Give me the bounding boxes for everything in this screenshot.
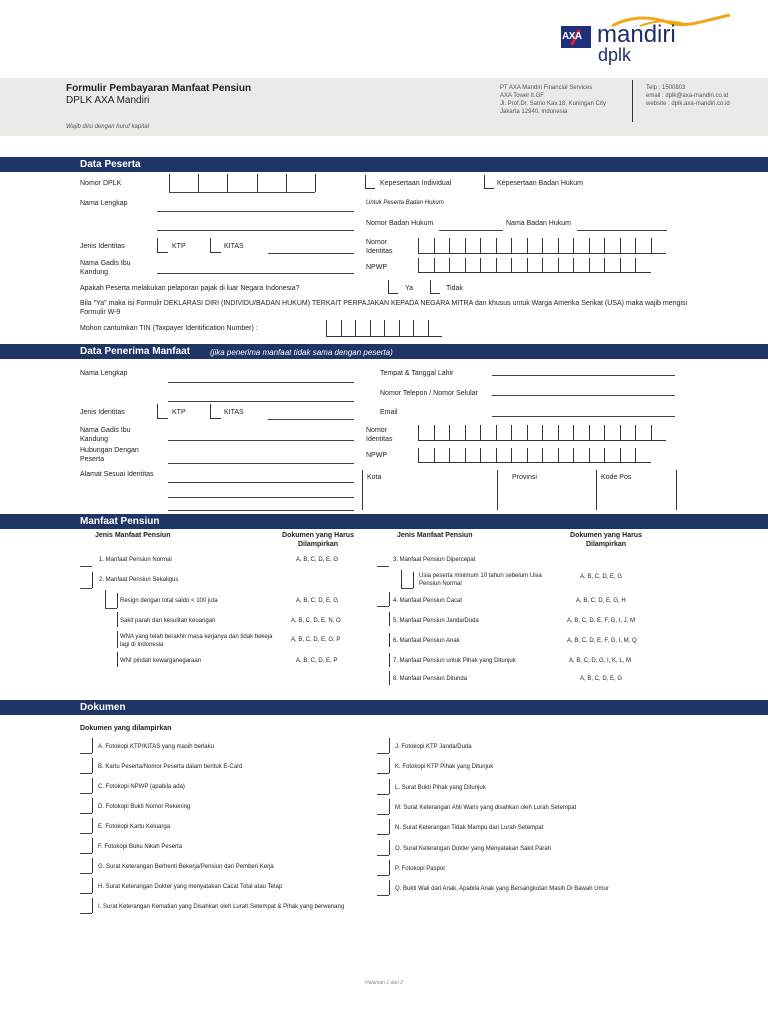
penerima-npwp-digit-box[interactable] — [573, 448, 589, 463]
manfaat-left-dok: A, B, C, D, E, G — [296, 598, 339, 604]
penerima-identitas-digit-box[interactable] — [558, 425, 574, 441]
dokumen-subtitle: Dokumen yang dilampirkan — [80, 725, 172, 732]
tin-digit-box[interactable] — [355, 320, 370, 337]
checkbox-ya[interactable] — [388, 280, 398, 294]
npwp-digit-box[interactable] — [449, 258, 465, 273]
penerima-identitas-digit-box[interactable] — [651, 425, 667, 441]
penerima-identitas-digit-box[interactable] — [511, 425, 527, 441]
identitas-digit-box[interactable] — [449, 238, 465, 254]
penerima-identitas-digit-box[interactable] — [465, 425, 481, 441]
penerima-npwp-digit-box[interactable] — [434, 448, 450, 463]
npwp-digit-box[interactable] — [620, 258, 636, 273]
company-line-3: Jl. Prof.Dr. Satrio Kav.18, Kuningan City — [500, 101, 606, 107]
dokumen-item: E. Fotokopi Kartu Keluarga — [98, 824, 171, 830]
identitas-digit-box[interactable] — [573, 238, 589, 254]
ttl-field[interactable] — [492, 375, 675, 376]
section-manfaat-pensiun — [0, 514, 768, 529]
checkbox-manfaat-3a[interactable] — [401, 588, 413, 589]
manfaat-right-label: 8. Manfaat Pensiun Ditunda — [393, 676, 468, 682]
label-penerima-kitas: KITAS — [224, 409, 244, 416]
hubungan-field[interactable] — [168, 463, 354, 464]
dokumen-checkbox[interactable] — [377, 773, 389, 774]
dokumen-checkbox[interactable] — [80, 853, 92, 854]
manfaat-left-label: 1. Manfaat Pensiun Normal — [99, 557, 172, 563]
col-dok-right: Dokumen yang Harus Dilampirkan — [570, 532, 642, 548]
email-field[interactable] — [492, 416, 675, 417]
checkbox-manfaat-1[interactable] — [80, 566, 92, 567]
contact-website: website : dplk.axa-mandiri.co.id — [646, 101, 730, 107]
dokumen-item: Q. Bukti Wali dari Anak, Apabila Anak yang Bersangkutan Masih Di Bawah Umur — [395, 886, 609, 893]
label-penerima-ktp: KTP — [172, 409, 186, 416]
label-telepon: Nomor Telepon / Nomor Selular — [380, 390, 478, 397]
penerima-identitas-digit-box[interactable] — [604, 425, 620, 441]
section-title: Manfaat Pensiun — [80, 516, 160, 527]
tin-digit-box[interactable] — [413, 320, 428, 337]
dokumen-item: O. Surat Keterangan Dokter yang Menyatakan Sakit Parah — [395, 845, 552, 852]
label-alamat: Alamat Sesuai Identitas — [80, 471, 154, 478]
npwp-digit-box[interactable] — [573, 258, 589, 273]
penerima-identitas-digit-box[interactable] — [527, 425, 543, 441]
penerima-nama-gadis-field[interactable] — [168, 440, 354, 441]
manfaat-left-dok: A, B, C, D, E, P — [296, 658, 338, 664]
npwp-digit-box[interactable] — [434, 258, 450, 273]
dokumen-item: H. Surat Keterangan Dokter yang menyatakan Cacat Total atau Tetap — [98, 884, 283, 890]
dokumen-item: K. Fotokopi KTP Pihak yang Ditunjuk — [395, 764, 494, 771]
dokumen-item: N. Surat Keterangan Tidak Mampu dari Lurah Setempat — [395, 825, 544, 832]
checkbox-manfaat-2[interactable] — [80, 588, 92, 589]
label-penerima-nama: Nama Lengkap — [80, 370, 128, 377]
nomor-badan-field[interactable] — [439, 230, 503, 231]
dokumen-checkbox[interactable] — [80, 773, 92, 774]
label-kepesertaan-badan: Kepesertaan Badan Hukum — [497, 180, 583, 187]
label-untuk-badan: Untuk Peserta Badan Hukum — [366, 200, 444, 206]
identitas-digit-box[interactable] — [496, 238, 512, 254]
dokumen-checkbox[interactable] — [80, 813, 92, 814]
npwp-digit-box[interactable] — [589, 258, 605, 273]
label-nama-gadis: Nama Gadis Ibu Kandung — [80, 260, 131, 276]
manfaat-right-label: 3. Manfaat Pensiun Dipercepat — [393, 557, 476, 563]
manfaat-left-label: Sakit parah dan kesulitan keuangan — [120, 618, 216, 624]
col-dok-left: Dokumen yang Harus Dilampirkan — [282, 532, 354, 548]
alamat-field-2[interactable] — [168, 497, 354, 498]
penerima-npwp-digit-box[interactable] — [511, 448, 527, 463]
manfaat-right-dok: A, B, C, D, E, G — [580, 676, 623, 682]
dokumen-item: M. Surat Keterangan Ahli Waris yang disahkan oleh Lurah Setempat — [395, 804, 577, 811]
dokumen-item: J. Fotokopi KTP Janda/Duda — [395, 744, 472, 750]
checkbox-penerima-ktp[interactable] — [157, 404, 168, 419]
dokumen-checkbox[interactable] — [80, 793, 92, 794]
capital-note: Wajib diisi dengan huruf kapital — [66, 124, 149, 130]
penerima-npwp-digit-box[interactable] — [449, 448, 465, 463]
label-penerima-nomor-identitas: Nomor Identitas — [366, 427, 393, 443]
dokumen-item: G. Surat Keterangan Berhenti Bekerja/Pensiun dari Pemberi Kerja — [98, 864, 274, 870]
label-penerima-nama-gadis: Nama Gadis Ibu Kandung — [80, 427, 131, 443]
nomor-dplk-field[interactable] — [169, 192, 315, 193]
col-jenis-left: Jenis Manfaat Pensiun — [95, 532, 171, 539]
identitas-digit-box[interactable] — [604, 238, 620, 254]
checkbox-kepesertaan-individual[interactable] — [365, 175, 375, 189]
label-hubungan: Hubungan Dengan Peserta — [80, 447, 139, 463]
identitas-digit-box[interactable] — [511, 238, 527, 254]
npwp-digit-box[interactable] — [511, 258, 527, 273]
penerima-npwp-digit-box[interactable] — [604, 448, 620, 463]
identitas-digit-box[interactable] — [635, 238, 651, 254]
dokumen-checkbox[interactable] — [377, 794, 389, 795]
dokumen-checkbox[interactable] — [80, 753, 92, 754]
dokumen-item: L. Surat Bukti Pihak yang Ditunjuk — [395, 784, 486, 791]
tin-digit-box[interactable] — [341, 320, 356, 337]
checkbox-manfaat-2a[interactable] — [105, 608, 117, 609]
penerima-identitas-digit-box[interactable] — [418, 425, 434, 441]
dokumen-item: F. Fotokopi Buku Nikah Peserta — [98, 844, 183, 850]
page-subtitle: DPLK AXA Mandiri — [66, 95, 150, 106]
penerima-identitas-digit-box[interactable] — [589, 425, 605, 441]
identitas-digit-box[interactable] — [527, 238, 543, 254]
dokumen-checkbox[interactable] — [377, 814, 389, 815]
tin-digit-box[interactable] — [326, 320, 341, 337]
penerima-npwp-digit-box[interactable] — [465, 448, 481, 463]
penerima-npwp-digit-box[interactable] — [558, 448, 574, 463]
manfaat-right-dok: A, B, C, D, E, G — [580, 574, 623, 580]
manfaat-right-dok: A, B, C, D, G, I, K, L, M — [569, 658, 632, 664]
penerima-kitas-field[interactable] — [268, 419, 354, 420]
section-dokumen — [0, 700, 768, 715]
label-tidak: Tidak — [446, 285, 463, 292]
section-data-peserta — [0, 157, 768, 172]
dokumen-item: B. Kartu Peserta/Nomor Peserta dalam bentuk E-Card — [98, 764, 243, 770]
penerima-identitas-digit-box[interactable] — [542, 425, 558, 441]
label-kepesertaan-individual: Kepesertaan Individual — [380, 180, 452, 187]
checkbox-ktp[interactable] — [157, 238, 168, 253]
dokumen-checkbox[interactable] — [377, 753, 389, 754]
penerima-npwp-digit-box[interactable] — [589, 448, 605, 463]
label-tin: Mohon cantumkan TIN (Taxpayer Identification Number) : — [80, 325, 258, 332]
penerima-npwp-digit-box[interactable] — [480, 448, 496, 463]
identitas-digit-box[interactable] — [434, 238, 450, 254]
identitas-digit-box[interactable] — [620, 238, 636, 254]
dokumen-item: I. Surat Keterangan Kematian yang Disahkan oleh Lurah Setempat & Pihak yang berwenang — [98, 904, 345, 910]
kitas-field[interactable] — [268, 253, 354, 254]
label-ya: Ya — [405, 285, 414, 292]
manfaat-right-label: 5. Manfaat Pensiun Janda/Duda — [393, 618, 479, 624]
identitas-digit-box[interactable] — [651, 238, 667, 254]
page-footer: Halaman 1 dari 2 — [364, 980, 404, 986]
manfaat-right-label: 4. Manfaat Pensiun Cacat — [393, 598, 463, 604]
dokumen-checkbox[interactable] — [377, 895, 389, 896]
penerima-identitas-digit-box[interactable] — [480, 425, 496, 441]
nama-lengkap-field-2[interactable] — [157, 230, 354, 231]
penerima-identitas-digit-box[interactable] — [434, 425, 450, 441]
nama-gadis-field[interactable] — [157, 273, 354, 274]
contact-telp: Telp : 1500803 — [646, 85, 686, 91]
checkbox-tidak[interactable] — [430, 280, 440, 294]
npwp-digit-box[interactable] — [480, 258, 496, 273]
tin-digit-box[interactable] — [370, 320, 385, 337]
identitas-digit-box[interactable] — [480, 238, 496, 254]
label-nomor-badan: Nomor Badan Hukum — [366, 220, 434, 227]
company-line-2: AXA Tower lt.GF — [500, 93, 544, 99]
label-pajak-question: Apakah Peserta melakukan pelaporan pajak di luar Negara Indonesia? — [80, 285, 300, 292]
dokumen-item: A. Fotokopi KTP/KITAS yang masih berlaku — [98, 744, 214, 750]
penerima-npwp-digit-box[interactable] — [496, 448, 512, 463]
checkbox-penerima-kitas[interactable] — [210, 404, 221, 419]
nama-badan-field[interactable] — [577, 230, 667, 231]
penerima-identitas-digit-box[interactable] — [496, 425, 512, 441]
npwp-digit-box[interactable] — [527, 258, 543, 273]
dokumen-item: P. Fotokopi Paspor — [395, 865, 446, 872]
label-nama-badan: Nama Badan Hukum — [506, 220, 571, 227]
manfaat-left-dok: A, B, C, D, E, N, O — [291, 618, 341, 624]
label-penerima-npwp: NPWP — [366, 452, 387, 459]
identitas-digit-box[interactable] — [542, 238, 558, 254]
npwp-digit-box[interactable] — [604, 258, 620, 273]
identitas-digit-box[interactable] — [418, 238, 434, 254]
dokumen-item: C. Fotokopi NPWP (apabila ada) — [98, 784, 185, 790]
page-title: Formulir Pembayaran Manfaat Pensiun — [66, 83, 252, 94]
manfaat-right-label: 6. Manfaat Pensiun Anak — [393, 638, 460, 644]
manfaat-left-label: WNA yang telah berakhir masa kerjanya dan tidak bekeja lagi di Indonesia — [120, 634, 273, 648]
identitas-digit-box[interactable] — [589, 238, 605, 254]
penerima-nama-field-2[interactable] — [168, 401, 354, 402]
manfaat-right-label: 7. Manfaat Pensiun untuk Pihak yang Ditunjuk — [393, 658, 516, 664]
label-ktp: KTP — [172, 243, 186, 250]
contact-email: email : dplk@axa-mandiri.co.id — [646, 93, 729, 99]
label-email: Email — [380, 409, 398, 416]
checkbox-manfaat-4[interactable] — [377, 606, 389, 607]
manfaat-right-dok: A, B, C, D, E, G, H — [576, 598, 626, 604]
section-data-penerima — [0, 344, 768, 359]
manfaat-right-label: Usia peserta minimum 10 tahun sebelum Usia Pensiun Normal — [419, 573, 542, 587]
alamat-field-3[interactable] — [168, 510, 354, 511]
label-penerima-jenis-identitas: Jenis Identitas — [80, 409, 125, 416]
identitas-digit-box[interactable] — [465, 238, 481, 254]
section-title: Data Peserta — [80, 159, 141, 170]
dokumen-checkbox[interactable] — [80, 893, 92, 894]
tin-digit-box[interactable] — [428, 320, 443, 337]
label-nomor-identitas: Nomor Identitas — [366, 239, 393, 255]
dokumen-item: D. Fotokopi Bukti Nomor Rekening — [98, 804, 191, 810]
manfaat-left-label: WNI pindah kewarganegaraan — [120, 658, 202, 664]
brand-sub: dplk — [598, 45, 632, 65]
dokumen-checkbox[interactable] — [80, 833, 92, 834]
penerima-identitas-digit-box[interactable] — [449, 425, 465, 441]
axa-logo: AXA — [561, 26, 591, 48]
dokumen-checkbox[interactable] — [377, 875, 389, 876]
penerima-identitas-digit-box[interactable] — [573, 425, 589, 441]
penerima-npwp-digit-box[interactable] — [527, 448, 543, 463]
penerima-identitas-digit-box[interactable] — [620, 425, 636, 441]
manfaat-left-label: 2. Manfaat Pensiun Sekaligus — [99, 577, 179, 583]
label-kitas: KITAS — [224, 243, 244, 250]
penerima-npwp-digit-box[interactable] — [418, 448, 434, 463]
npwp-digit-box[interactable] — [418, 258, 434, 273]
penerima-identitas-digit-box[interactable] — [635, 425, 651, 441]
npwp-digit-box[interactable] — [496, 258, 512, 273]
section-title: Data Penerima Manfaat — [80, 346, 191, 357]
label-ttl: Tempat & Tanggal Lahir — [380, 370, 454, 377]
manfaat-right-dok: A, B, C, D, E, F, G, I, M, Q — [567, 638, 637, 644]
checkbox-kitas[interactable] — [210, 238, 221, 253]
label-provinsi: Provinsi — [512, 474, 537, 481]
label-nama-lengkap: Nama Lengkap — [80, 200, 128, 207]
alamat-field-1[interactable] — [168, 482, 354, 483]
label-jenis-identitas: Jenis Identitas — [80, 243, 125, 250]
dokumen-checkbox[interactable] — [80, 913, 92, 914]
dokumen-checkbox[interactable] — [377, 834, 389, 835]
label-nomor-dplk: Nomor DPLK — [80, 180, 122, 187]
npwp-digit-box[interactable] — [635, 258, 651, 273]
nama-lengkap-field-1[interactable] — [157, 211, 354, 212]
company-line-1: PT AXA Mandiri Financial Services — [500, 85, 593, 91]
manfaat-left-label: Resign dengan total saldo < 100 juta — [120, 598, 218, 604]
brand-name: mandiri — [597, 21, 676, 48]
label-npwp: NPWP — [366, 264, 387, 271]
tin-digit-box[interactable] — [384, 320, 399, 337]
npwp-digit-box[interactable] — [542, 258, 558, 273]
section-subtitle: (jika penerima manfaat tidak sama dengan peserta) — [210, 348, 393, 357]
checkbox-manfaat-3[interactable] — [377, 566, 389, 567]
penerima-npwp-digit-box[interactable] — [635, 448, 651, 463]
manfaat-left-dok: A, B, C, D, E, G, P — [291, 637, 341, 643]
col-jenis-right: Jenis Manfaat Pensiun — [397, 532, 473, 539]
label-kota: Kota — [367, 474, 382, 481]
penerima-npwp-digit-box[interactable] — [542, 448, 558, 463]
manfaat-right-dok: A, B, C, D, E, F, G, I, J, M — [567, 618, 636, 624]
checkbox-kepesertaan-badan[interactable] — [484, 175, 494, 189]
tin-digit-box[interactable] — [399, 320, 414, 337]
dokumen-checkbox[interactable] — [377, 855, 389, 856]
identitas-digit-box[interactable] — [558, 238, 574, 254]
telepon-field[interactable] — [492, 395, 675, 396]
penerima-npwp-digit-box[interactable] — [620, 448, 636, 463]
manfaat-left-dok: A, B, C, D, E, G — [296, 557, 339, 563]
npwp-digit-box[interactable] — [465, 258, 481, 273]
label-kode-pos: Kode Pos — [601, 474, 632, 481]
dokumen-checkbox[interactable] — [80, 873, 92, 874]
bila-ya-note: Bila "Ya" maka isi Formulir DEKLARASI DIRI (INDIVIDU/BADAN HUKUM) TERKAIT PERPAJAKAN KEPADA NEGARA MITRA dan khusus untuk Warga Amerika Serikat (USA) maka wajib mengisi Formulir W-9 — [80, 300, 688, 316]
section-title: Dokumen — [80, 702, 126, 713]
npwp-digit-box[interactable] — [558, 258, 574, 273]
penerima-nama-field-1[interactable] — [168, 382, 354, 383]
company-line-4: Jakarta 12940, Indonesia — [500, 109, 568, 115]
